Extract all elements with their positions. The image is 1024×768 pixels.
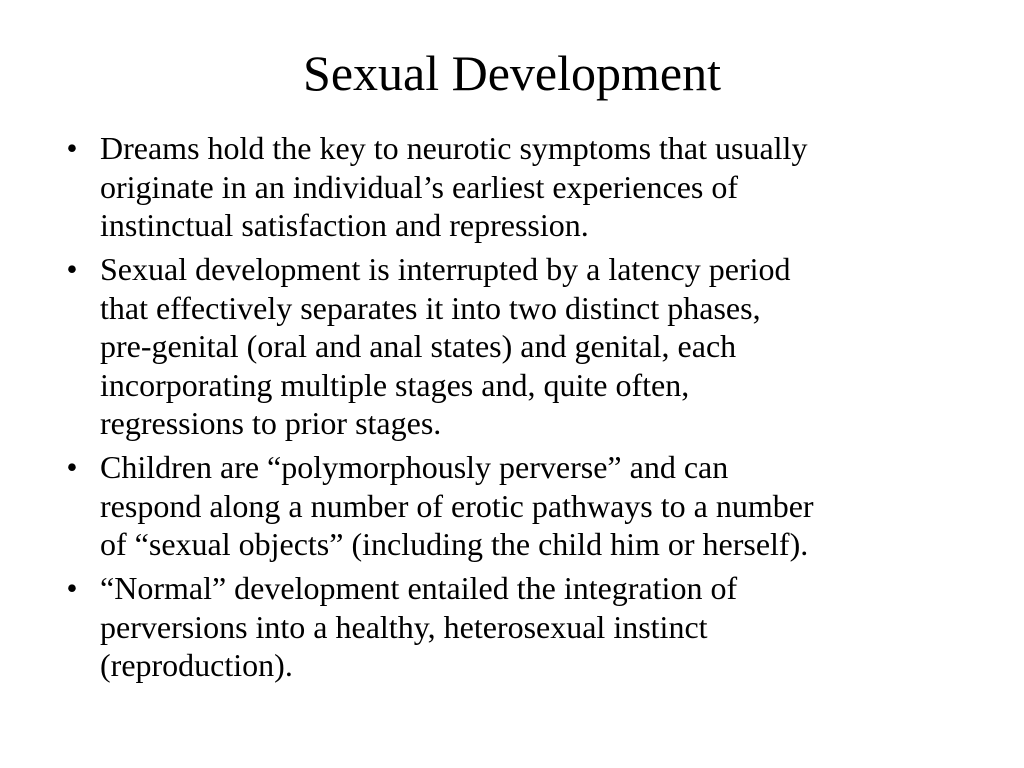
bullet-line: of “sexual objects” (including the child him or herself). [100, 526, 809, 562]
bullet-line: Dreams hold the key to neurotic symptoms that usually [100, 130, 808, 166]
bullet-line: incorporating multiple stages and, quite often, [100, 366, 690, 403]
bullet-icon: • [66, 449, 78, 485]
bullet-line: (reproduction). [100, 647, 293, 683]
bullet-line: that effectively separates it into two distinct phases, [100, 289, 761, 326]
bullet-item [66, 129, 980, 245]
bullet-line: perversions into a healthy, heterosexual instinct [100, 608, 708, 645]
bullet-line: instinctual satisfaction and repression. [100, 207, 589, 243]
bullet-item [66, 250, 980, 443]
bullet-icon: • [66, 130, 78, 166]
bullet-item [66, 569, 980, 685]
bullet-line: pre-genital (oral and anal states) and genital, each [100, 328, 737, 364]
bullet-list [66, 129, 980, 690]
bullet-line: regressions to prior stages. [100, 405, 442, 441]
bullet-item [66, 448, 980, 564]
bullet-line: Children are “polymorphously perverse” and can [100, 449, 729, 485]
bullet-line: originate in an individual’s earliest experiences of [100, 168, 738, 205]
bullet-icon: • [66, 570, 78, 606]
bullet-line: “Normal” development entailed the integration of [100, 570, 738, 606]
slide-title: Sexual Development [303, 45, 721, 101]
bullet-icon: • [66, 251, 78, 287]
bullet-line: Sexual development is interrupted by a latency period [100, 251, 791, 287]
bullet-line: respond along a number of erotic pathways to a number [100, 487, 814, 524]
